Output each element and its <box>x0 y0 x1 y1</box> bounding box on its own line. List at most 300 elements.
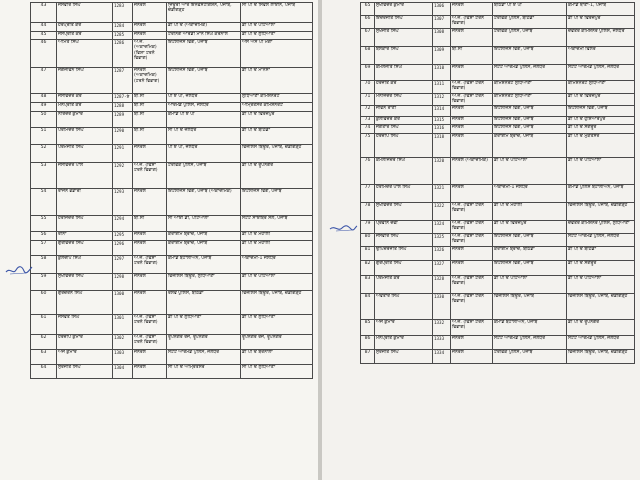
category-cell: ਜਨਰਲ <box>133 291 167 315</box>
id-cell: 1296 <box>113 241 133 256</box>
current-posting-cell: ਪੀ ਏ ਪੀ, ਜਲੰਧਰ <box>167 94 241 103</box>
id-cell: 1283 <box>113 3 133 23</box>
category-cell: ਬੀ.ਸੀ <box>133 103 167 112</box>
signature-left <box>4 263 34 277</box>
id-cell: 1295 <box>113 232 133 241</box>
new-posting-cell: ਵਿਜੀਲੈਂਸ ਬਿਊਰੋ, ਪੰਜਾਬ, ਚੰਡੀਗੜ੍ਹ <box>241 145 313 163</box>
name-cell: ਹਰਜੀਤ ਕੌਰ <box>375 81 433 94</box>
new-posting-cell: ਡੀ ਪੀ ਓ ਰੂਪਨਗਰ <box>567 319 635 335</box>
category-cell: ਜਨਰਲ <box>451 29 493 47</box>
category-cell: ਅ.ਜ. (ਵਿਸ਼ਾ ਟਰਨੇ ਵਿਭਾਗ) <box>451 220 493 233</box>
new-posting-cell: ਵਿਜੀਲੈਂਸ ਬਿਊਰੋ, ਪੰਜਾਬ, ਚੰਡੀਗੜ੍ਹ <box>567 202 635 220</box>
table-row <box>361 260 635 275</box>
current-posting-cell: ਡੀ ਪੀ ਓ (ਅਕਾਦਮਿਕ) <box>167 23 241 32</box>
table-row <box>361 293 635 319</box>
category-cell: ਜਨਰਲ <box>451 335 493 349</box>
table-row <box>361 3 635 16</box>
id-cell: 1322 <box>433 202 451 220</box>
name-cell: ਕਮਲਜੀਤ ਸਿੰਘ <box>375 65 433 81</box>
name-cell: ਜਸਪ੍ਰੀਤ ਕੌਰ <box>57 32 113 40</box>
table-row <box>361 65 635 81</box>
table-row <box>31 94 313 103</box>
current-posting-cell: ਰੂਪਨਗਰ ਰੇਂਜ, ਰੂਪਨਗਰ <box>167 335 241 350</box>
id-cell: 1328 <box>433 275 451 293</box>
table-row <box>31 274 313 291</box>
id-cell: 1311 <box>433 81 451 94</box>
id-cell: 1287 <box>113 68 133 94</box>
category-cell: ਅ.ਜ. (ਵਿਸ਼ਾ ਟਰਨੇ ਵਿਭਾਗ) <box>133 256 167 274</box>
left-page <box>0 0 318 480</box>
new-posting-cell: ਡੀ ਪੀ ਓ ਹੁਸ਼ਿਆਰਪੁਰ <box>567 116 635 124</box>
category-cell: ਅ.ਜ. (ਵਿਸ਼ਾ ਟਰਨੇ ਵਿਭਾਗ) <box>451 293 493 319</box>
new-posting-cell: ਅਕਾਦਮੀ ਫਿਲੌਰ <box>567 47 635 65</box>
current-posting-cell: ਕਮਿਸ਼ਨਰੇਟ ਲੁਧਿਆਣਾ <box>493 94 567 106</box>
table-row <box>31 23 313 32</box>
table-row <box>361 319 635 335</box>
serial-cell: 68 <box>361 47 375 65</box>
current-posting-cell: ਸੀ ਪੀ ਓ ਅੰਮ੍ਰਿਤਸਰ <box>167 365 241 379</box>
id-cell: 1324 <box>433 220 451 233</box>
category-cell: ਅ.ਜ. (ਵਿਸ਼ਾ ਟਰਨੇ ਵਿਭਾਗ) <box>451 275 493 293</box>
current-posting-cell: ਡੀ ਪੀ ਓ ਲੁਧਿਆਣਾ <box>167 315 241 335</box>
id-cell: 1306 <box>433 3 451 16</box>
table-row <box>31 232 313 241</box>
name-cell: ਕਮਲਜਿੰਦਰ ਸਿੰਘ <box>375 157 433 184</box>
name-cell: ਬਲਕਾਰ ਸਿੰਘ <box>375 47 433 65</box>
serial-cell: 67 <box>361 29 375 47</box>
current-posting-cell: ਡੀ ਪੀ ਓ ਪਟਿਆਲਾ <box>493 157 567 184</box>
current-posting-cell: ਡੀ ਪੀ ਓ ਮੋਹਾਲੀ <box>493 202 567 220</box>
serial-cell: 59 <box>31 274 57 291</box>
table-row <box>361 246 635 260</box>
serial-cell: 43 <box>31 3 57 23</box>
table-row <box>31 128 313 145</box>
table-row <box>361 349 635 363</box>
posting-table-left <box>30 2 313 379</box>
table-row <box>361 275 635 293</box>
id-cell: 1290 <box>113 128 133 145</box>
name-cell: ਕੁਲਦੀਪ ਸਿੰਘ <box>57 256 113 274</box>
id-cell: 1314 <box>433 105 451 116</box>
category-cell: ਜਨਰਲ <box>133 3 167 23</box>
name-cell: ਪ੍ਰਵੀਨ ਦੇਵੀ <box>375 220 433 233</box>
new-posting-cell: ਸਟੇਟ ਆਰਮਡ ਪੁਲਿਸ, ਜਲੰਧਰ <box>567 335 635 349</box>
current-posting-cell: ਕਮਾਂਡੋ ਬਟਾਲੀਅਨ, ਪੰਜਾਬ <box>167 256 241 274</box>
new-posting-cell: ਇੰਟੈਲੀਜੈਂਸ ਵਿੰਗ, ਪੰਜਾਬ <box>241 189 313 216</box>
table-row <box>31 40 313 68</box>
current-posting-cell: ਇੰਟੈਲੀਜੈਂਸ ਵਿੰਗ, ਪੰਜਾਬ <box>493 260 567 275</box>
current-posting-cell: ਜਿਊਰੀ ਆਰ ਇਨਵੈਸਟੀਗੇਸ਼ਨ, ਪੰਜਾਬ, ਚੰਡੀਗੜ੍ਹ <box>167 3 241 23</box>
current-posting-cell: ਕਰਾਈਮ ਬ੍ਰਾਂਚ, ਪੰਜਾਬ <box>167 232 241 241</box>
serial-cell: 62 <box>31 335 57 350</box>
table-row <box>361 124 635 133</box>
name-cell: ਅਜੇ ਕੁਮਾਰ <box>57 350 113 365</box>
table-body-left <box>31 3 313 379</box>
serial-cell: 74 <box>361 124 375 133</box>
id-cell: 1318 <box>433 133 451 157</box>
category-cell: ਅ.ਜ. (ਵਿਸ਼ਾ ਟਰਨੇ ਵਿਭਾਗ) <box>451 202 493 220</box>
serial-cell: 52 <box>31 145 57 163</box>
serial-cell: 79 <box>361 220 375 233</box>
table-row <box>361 105 635 116</box>
name-cell: ਮਨਜਿੰਦਰ ਸਿੰਘ <box>375 94 433 106</box>
new-posting-cell: ਅਮ੍ਰਿਤਸਰ ਕਮਿਸ਼ਨਰੇਟ <box>241 103 313 112</box>
serial-cell: 45 <box>31 32 57 40</box>
table-body-right <box>361 3 635 364</box>
name-cell: ਪਰਮਜੀਤ ਸਿੰਘ <box>57 145 113 163</box>
current-posting-cell: ਅਕਾਦਮੀ-1 ਜਲੰਧਰ <box>493 184 567 202</box>
name-cell: ਜਸਵੀਰ ਸਿੰਘ <box>57 3 113 23</box>
table-row <box>361 220 635 233</box>
category-cell: ਜਨਰਲ <box>133 32 167 40</box>
id-cell: 1286 <box>113 40 133 68</box>
current-posting-cell: ਡੀ ਪੀ ਓ ਪਟਿਆਲਾ <box>493 275 567 293</box>
current-posting-cell: ਟਰੈਫਿਕ ਪੁਲਿਸ, ਪੰਜਾਬ <box>167 163 241 189</box>
name-cell: ਜਸਵੰਤ ਸਿੰਘ <box>57 315 113 335</box>
new-posting-cell: ਡੀ ਪੀ ਓ ਪਟਿਆਲਾ <box>567 275 635 293</box>
table-row <box>361 157 635 184</box>
category-cell: ਜਨਰਲ <box>133 274 167 291</box>
id-cell: 1330 <box>433 293 451 319</box>
right-page <box>322 0 640 480</box>
new-posting-cell: ਸਟੇਟ ਆਰਮਡ ਪੁਲਿਸ, ਜਲੰਧਰ <box>567 233 635 246</box>
name-cell: ਗੁਰਚਰਨ ਸਿੰਘ <box>57 291 113 315</box>
new-posting-cell: ਅਕਾਦਮੀ-1 ਜਲੰਧਰ <box>241 256 313 274</box>
category-cell: ਜਨਰਲ <box>133 241 167 256</box>
table-row <box>31 112 313 128</box>
new-posting-cell: ਸੀ ਪੀ ਓ ਲੁਧਿਆਣਾ <box>241 365 313 379</box>
serial-cell: 77 <box>361 184 375 202</box>
table-row <box>31 103 313 112</box>
current-posting-cell: ਟਰੈਫਿਕ ਪੁਲਿਸ, ਬਠਿੰਡਾ <box>493 16 567 29</box>
id-cell: 1332 <box>433 319 451 335</box>
new-posting-cell: ਡੀ ਪੀ ਓ ਲੁਧਿਆਣਾ <box>241 315 313 335</box>
current-posting-cell: ਇੰਟੈਲੀਜੈਂਸ ਵਿੰਗ, ਪੰਜਾਬ <box>493 124 567 133</box>
category-cell: ਜਨਰਲ <box>133 350 167 365</box>
category-cell: ਜਨਰਲ <box>451 124 493 133</box>
table-row <box>31 3 313 23</box>
id-cell: 1320 <box>433 157 451 184</box>
table-row <box>361 233 635 246</box>
name-cell: ਹਰਪ੍ਰੀਤ ਕੌਰ <box>57 23 113 32</box>
new-posting-cell: ਕਮਾਂਡੋ ਪੁਲਿਸ ਬਟਾਲੀਅਨ, ਪੰਜਾਬ <box>567 184 635 202</box>
serial-cell: 54 <box>31 189 57 216</box>
category-cell: ਬੀ.ਸੀ <box>451 47 493 65</box>
new-posting-cell: ਰੂਪਨਗਰ ਰੇਂਜ, ਰੂਪਨਗਰ <box>241 335 313 350</box>
id-cell: 1304 <box>113 365 133 379</box>
id-cell: 1297 <box>113 256 133 274</box>
table-row <box>31 189 313 216</box>
name-cell: ਸੁਖਜੀਤ ਸਿੰਘ <box>375 29 433 47</box>
current-posting-cell: ਸਟੇਟ ਆਰਮਡ ਪੁਲਿਸ, ਜਲੰਧਰ <box>493 65 567 81</box>
serial-cell: 57 <box>31 241 57 256</box>
current-posting-cell: ਕਮਿਸ਼ਨਰੇਟ ਲੁਧਿਆਣਾ <box>493 81 567 94</box>
name-cell: ਸੁਰਜੀਤ ਸਿੰਘ <box>375 349 433 363</box>
category-cell: ਜਨਰਲ <box>451 116 493 124</box>
new-posting-cell: ਡੀ ਪੀ ਓ ਮਾਨਸਾ <box>241 68 313 94</box>
new-posting-cell: ਡੀ ਪੀ ਓ ਸੰਗਰੂਰ <box>567 260 635 275</box>
serial-cell: 64 <box>31 365 57 379</box>
current-posting-cell: ਟਰੈਫਿਕ ਪੁਲਿਸ, ਪੰਜਾਬ <box>493 29 567 47</box>
name-cell: ਉਪਿੰਦਰਜੀਤ ਸਿੰਘ <box>375 246 433 260</box>
name-cell: ਜੀਵਨ ਰਾਣੀ <box>375 105 433 116</box>
current-posting-cell: ਟਰੇਨਿੰਗ ਆਰਡੀ ਮਾਨ ਸਿੰਘ ਕਰਨਾਲ <box>167 32 241 40</box>
current-posting-cell: ਕਰਾਈਮ ਬ੍ਰਾਂਚ, ਪੰਜਾਬ <box>167 241 241 256</box>
current-posting-cell: ਪੀ ਏ ਪੀ, ਜਲੰਧਰ <box>167 145 241 163</box>
table-row <box>31 365 313 379</box>
new-posting-cell: ਡੀ ਪੀ ਓ ਮੋਹਾਲੀ <box>241 232 313 241</box>
id-cell: 1334 <box>433 349 451 363</box>
id-cell: 1312 <box>433 94 451 106</box>
table-row <box>31 32 313 40</box>
serial-cell: 84 <box>361 293 375 319</box>
table-row <box>361 47 635 65</box>
current-posting-cell: ਸਟੇਟ ਆਰਮਡ ਪੁਲਿਸ, ਜਲੰਧਰ <box>167 350 241 365</box>
serial-cell: 71 <box>361 94 375 106</box>
table-row <box>31 68 313 94</box>
table-row <box>361 81 635 94</box>
name-cell: ਜਗਜੀਵਨ ਸਿੰਘ <box>57 68 113 94</box>
new-posting-cell: ਡੀ ਪੀ ਓ ਸੰਗਰੂਰ <box>567 124 635 133</box>
name-cell: ਸੁਖਵਿੰਦਰ ਸਿੰਘ <box>375 202 433 220</box>
serial-cell: 83 <box>361 275 375 293</box>
table-row <box>361 202 635 220</box>
name-cell: ਰੀਨਾ <box>57 232 113 241</box>
category-cell: ਜਨਰਲ (ਅਕਾਦਮਿਕ) (ਟਰਨੇ ਵਿਭਾਗ) <box>133 68 167 94</box>
id-cell: 1333 <box>433 335 451 349</box>
category-cell: ਜਨਰਲ <box>451 260 493 275</box>
serial-cell: 66 <box>361 16 375 29</box>
current-posting-cell: ਸੀ ਆਈ ਡੀ, ਪਟਿਆਲਾ <box>167 216 241 232</box>
name-cell: ਸੁਖਵਿੰਦਰ ਕੁਮਾਰ <box>375 3 433 16</box>
table-row <box>361 133 635 157</box>
category-cell: ਅ.ਜ. (ਵਿਸ਼ਾ ਟਰਨੇ ਵਿਭਾਗ) <box>451 81 493 94</box>
category-cell: ਬੀ.ਸੀ <box>133 128 167 145</box>
table-row <box>31 216 313 232</box>
id-cell: 1289 <box>113 112 133 128</box>
current-posting-cell: ਇੰਟੈਲੀਜੈਂਸ ਵਿੰਗ, ਪੰਜਾਬ <box>167 68 241 94</box>
id-cell: 1309 <box>433 47 451 65</box>
new-posting-cell: ਸਟੇਟ ਸਾਈਬਰ ਸੈੱਲ, ਪੰਜਾਬ <box>241 216 313 232</box>
id-cell: 1315 <box>433 116 451 124</box>
new-posting-cell: ਡੀ ਪੀ ਓ ਬਠਿੰਡਾ <box>567 246 635 260</box>
current-posting-cell: ਵਿਜੀਲੈਂਸ ਬਿਊਰੋ, ਲੁਧਿਆਣਾ <box>167 274 241 291</box>
category-cell: ਅ.ਜ. (ਵਿਸ਼ਾ ਟਰਨੇ ਵਿਭਾਗ) <box>451 16 493 29</box>
name-cell: ਸੁਰਜੀਤ ਸਿੰਘ <box>57 365 113 379</box>
current-posting-cell: ਇੰਟੈਲੀਜੈਂਸ ਵਿੰਗ, ਪੰਜਾਬ (ਅਕਾਦਮਿਕ) <box>167 189 241 216</box>
table-row <box>361 335 635 349</box>
serial-cell: 86 <box>361 335 375 349</box>
new-posting-cell: ਡੀ ਪੀ ਓ ਰੂਪਨਗਰ <box>241 163 313 189</box>
current-posting-cell: ਇੰਟੈਲੀਜੈਂਸ ਵਿੰਗ, ਪੰਜਾਬ <box>493 47 567 65</box>
serial-cell: 82 <box>361 260 375 275</box>
category-cell: ਅ.ਜ. (ਵਿਸ਼ਾ ਟਰਨੇ ਵਿਭਾਗ) <box>451 94 493 106</box>
new-posting-cell: ਲੁਧਿਆਣਾ ਕਮਿਸ਼ਨਰੇਟ <box>241 94 313 103</box>
category-cell: ਜਨਰਲ <box>133 145 167 163</box>
table-row <box>31 350 313 365</box>
id-cell: 1301 <box>113 315 133 335</box>
new-posting-cell: ਡੀ ਪੀ ਓ ਮੁਕਤਸਰ <box>567 133 635 157</box>
serial-cell: 70 <box>361 81 375 94</box>
category-cell: ਬੀ.ਸੀ <box>133 94 167 103</box>
category-cell: ਬੀ.ਸੀ <box>133 112 167 128</box>
new-posting-cell: ਵਿਜੀਲੈਂਸ ਬਿਊਰੋ, ਪੰਜਾਬ, ਚੰਡੀਗੜ੍ਹ <box>567 349 635 363</box>
name-cell: ਪਰਮਜੀਤ ਕੌਰ <box>375 275 433 293</box>
name-cell: ਅਵਤਾਰ ਸਿੰਘ <box>375 293 433 319</box>
name-cell: ਹਰਮਿੰਦਰ ਪਾਲ ਸਿੰਘ <box>375 184 433 202</box>
current-posting-cell: ਵਿਜੀਲੈਂਸ ਬਿਊਰੋ, ਪੰਜਾਬ <box>493 293 567 319</box>
table-row <box>361 184 635 202</box>
name-cell: ਹਰਦੀਪ ਕੁਮਾਰ <box>57 335 113 350</box>
serial-cell: 44 <box>31 23 57 32</box>
name-cell: ਮਨਪ੍ਰੀਤ ਕੌਰ <box>57 103 113 112</box>
serial-cell: 53 <box>31 163 57 189</box>
id-cell: 1284 <box>113 23 133 32</box>
category-cell: ਅ.ਜ. (ਵਿਸ਼ਾ ਟਰਨੇ ਵਿਭਾਗ) <box>133 163 167 189</box>
name-cell: ਪਰਮਿੰਦਰ ਸਿੰਘ <box>57 128 113 145</box>
current-posting-cell: ਸਟੇਟ ਆਰਮਡ ਪੁਲਿਸ, ਜਲੰਧਰ <box>493 335 567 349</box>
serial-cell: 63 <box>31 350 57 365</box>
table-row <box>361 116 635 124</box>
name-cell: ਜਸਵੀਰ ਸਿੰਘ <box>375 233 433 246</box>
serial-cell: 65 <box>361 3 375 16</box>
new-posting-cell: ਡੀ ਪੀ ਓ ਲੁਧਿਆਣਾ <box>241 32 313 40</box>
category-cell: ਜਨਰਲ <box>133 232 167 241</box>
current-posting-cell: ਸੀ ਪੀ ਓ ਜਲੰਧਰ <box>167 128 241 145</box>
table-row <box>31 145 313 163</box>
table-row <box>361 94 635 106</box>
id-cell: 1287-ਏ <box>113 94 133 103</box>
id-cell: 1321 <box>433 184 451 202</box>
current-posting-cell: ਡੀ ਪੀ ਓ ਫਿਰੋਜ਼ਪੁਰ <box>493 220 567 233</box>
serial-cell: 80 <box>361 233 375 246</box>
table-row <box>31 241 313 256</box>
current-posting-cell: ਆਰਮਡ ਪੁਲਿਸ, ਜਲੰਧਰ <box>167 103 241 112</box>
id-cell: 1298 <box>113 274 133 291</box>
new-posting-cell: ਡੀ ਪੀ ਓ ਪਟਿਆਲਾ <box>567 157 635 184</box>
new-posting-cell: ਡੀ ਪੀ ਓ ਫਿਰੋਜ਼ਪੁਰ <box>241 112 313 128</box>
category-cell: ਅ.ਜ. (ਵਿਸ਼ਾ ਟਰਨੇ ਵਿਭਾਗ) <box>133 335 167 350</box>
new-posting-cell: ਸਟੇਟ ਆਰਮਡ ਪੁਲਿਸ, ਜਲੰਧਰ <box>567 65 635 81</box>
id-cell: 1294 <box>113 216 133 232</box>
name-cell: ਜਗਤਾਰ ਸਿੰਘ <box>375 124 433 133</box>
current-posting-cell: ਇੰਟੈਲੀਜੈਂਸ ਵਿੰਗ, ਪੰਜਾਬ <box>493 105 567 116</box>
id-cell: 1326 <box>433 246 451 260</box>
id-cell: 1300 <box>113 291 133 315</box>
new-posting-cell: ਕਮਾਂਡੋ ਥਾਣਾ-1, ਪੰਜਾਬ <box>567 3 635 16</box>
name-cell: ਇੰਦਰਜੀਤ ਸਿੰਘ <box>375 16 433 29</box>
new-posting-cell: ਦਫਤਰ ਕਮਿਸ਼ਨਰ ਪੁਲਿਸ, ਲੁਧਿਆਣਾ <box>567 220 635 233</box>
id-cell: 1327 <box>433 260 451 275</box>
current-posting-cell: ਕਰਾਈਮ ਬ੍ਰਾਂਚ, ਪੰਜਾਬ <box>493 133 567 157</box>
table-row <box>31 335 313 350</box>
id-cell: 1302 <box>113 335 133 350</box>
serial-cell: 51 <box>31 128 57 145</box>
table-row <box>31 291 313 315</box>
new-posting-cell: ਐਸ ਐਸ ਪੀ ਮੋਗਾ <box>241 40 313 68</box>
id-cell: 1308 <box>433 29 451 47</box>
serial-cell: 69 <box>361 65 375 81</box>
posting-table-right <box>360 2 635 364</box>
serial-cell: 56 <box>31 232 57 241</box>
new-posting-cell: ਡੀ ਪੀ ਓ ਬਰਨਾਲਾ <box>241 350 313 365</box>
serial-cell: 72 <box>361 105 375 116</box>
name-cell: ਕੁਲਵਿੰਦਰ ਕੌਰ <box>375 116 433 124</box>
category-cell: ਜਨਰਲ <box>451 133 493 157</box>
serial-cell: 87 <box>361 349 375 363</box>
id-cell: 1288 <box>113 103 133 112</box>
current-posting-cell: ਰੇਲਵੇ ਪੁਲਿਸ, ਬਠਿੰਡਾ <box>167 291 241 315</box>
id-cell: 1285 <box>113 32 133 40</box>
id-cell: 1316 <box>433 124 451 133</box>
name-cell: ਰਾਜਨ ਭੰਡਾਰੀ <box>57 189 113 216</box>
new-posting-cell: ਵਿਜੀਲੈਂਸ ਬਿਊਰੋ, ਪੰਜਾਬ, ਚੰਡੀਗੜ੍ਹ <box>241 291 313 315</box>
new-posting-cell: ਕਮਿਸ਼ਨਰੇਟ ਲੁਧਿਆਣਾ <box>567 81 635 94</box>
id-cell: 1325 <box>433 233 451 246</box>
serial-cell: 76 <box>361 157 375 184</box>
category-cell: ਅ.ਜ. (ਵਿਸ਼ਾ ਟਰਨੇ ਵਿਭਾਗ) <box>133 315 167 335</box>
category-cell: ਜਨਰਲ <box>451 105 493 116</box>
name-cell: ਗੁਰਪ੍ਰੀਤ ਸਿੰਘ <box>375 260 433 275</box>
new-posting-cell: ਡੀ ਪੀ ਓ ਪਟਿਆਲਾ <box>241 23 313 32</box>
category-cell: ਜਨਰਲ <box>451 246 493 260</box>
current-posting-cell: ਇੰਟੈਲੀਜੈਂਸ ਵਿੰਗ, ਪੰਜਾਬ <box>493 233 567 246</box>
current-posting-cell: ਕਮਾਂਡੋ ਬਟਾਲੀਅਨ, ਪੰਜਾਬ <box>493 319 567 335</box>
name-cell: ਗੁਰਵਿੰਦਰ ਸਿੰਘ <box>57 241 113 256</box>
new-posting-cell: ਡੀ ਪੀ ਓ ਬਠਿੰਡਾ <box>241 128 313 145</box>
serial-cell: 85 <box>361 319 375 335</box>
id-cell: 1307 <box>433 16 451 29</box>
serial-cell: 58 <box>31 256 57 274</box>
id-cell: 1303 <box>113 350 133 365</box>
new-posting-cell: ਦਫਤਰ ਕਮਿਸ਼ਨਰ ਪੁਲਿਸ, ਜਲੰਧਰ <box>567 29 635 47</box>
table-row <box>31 315 313 335</box>
name-cell: ਹਰਜਿੰਦਰ ਸਿੰਘ <box>57 216 113 232</box>
current-posting-cell: ਕਰਾਈਮ ਬ੍ਰਾਂਚ, ਬਠਿੰਡਾ <box>493 246 567 260</box>
category-cell: ਜਨਰਲ <box>451 3 493 16</box>
serial-cell: 55 <box>31 216 57 232</box>
category-cell: ਅ.ਜ. (ਅਕਾਦਮਿਕ) (ਵਿਸ਼ਾ ਟਰਨੇ ਵਿਭਾਗ) <box>133 40 167 68</box>
name-cell: ਅਜੇ ਕੁਮਾਰ <box>375 319 433 335</box>
serial-cell: 61 <box>31 315 57 335</box>
name-cell: ਮਨਪ੍ਰੀਤ ਕੁਮਾਰ <box>375 335 433 349</box>
category-cell: ਜਨਰਲ <box>133 189 167 216</box>
serial-cell: 81 <box>361 246 375 260</box>
serial-cell: 78 <box>361 202 375 220</box>
new-posting-cell: ਡੀ ਪੀ ਓ ਪਟਿਆਲਾ <box>241 274 313 291</box>
id-cell: 1291 <box>113 145 133 163</box>
new-posting-cell: ਵਿਜੀਲੈਂਸ ਬਿਊਰੋ, ਪੰਜਾਬ, ਚੰਡੀਗੜ੍ਹ <box>567 293 635 319</box>
category-cell: ਅ.ਜ. (ਵਿਸ਼ਾ ਟਰਨੇ ਵਿਭਾਗ) <box>451 233 493 246</box>
current-posting-cell: ਕਮਾਂਡੋ ਪੀ ਏ ਪੀ <box>167 112 241 128</box>
id-cell: 1292 <box>113 163 133 189</box>
category-cell: ਜਨਰਲ <box>451 65 493 81</box>
name-cell: ਅਮਿਤ ਸਿੰਘ <box>57 40 113 68</box>
name-cell: ਜਸਵਿੰਦਰ ਪਾਲ <box>57 163 113 189</box>
new-posting-cell: ਡੀ ਪੀ ਓ ਫਿਰੋਜ਼ਪੁਰ <box>567 16 635 29</box>
category-cell: ਜਨਰਲ <box>133 23 167 32</box>
name-cell: ਜਸਵਿੰਦਰ ਕੌਰ <box>57 94 113 103</box>
serial-cell: 73 <box>361 116 375 124</box>
name-cell: ਸੁਖਵਿੰਦਰ ਸਿੰਘ <box>57 274 113 291</box>
table-row <box>361 16 635 29</box>
id-cell: 1310 <box>433 65 451 81</box>
serial-cell: 50 <box>31 112 57 128</box>
serial-cell: 49 <box>31 103 57 112</box>
current-posting-cell: ਬਠਿੰਡਾ ਪੀ ਏ ਪੀ <box>493 3 567 16</box>
serial-cell: 60 <box>31 291 57 315</box>
new-posting-cell: ਡੀ ਪੀ ਓ ਫਿਰੋਜ਼ਪੁਰ <box>567 94 635 106</box>
